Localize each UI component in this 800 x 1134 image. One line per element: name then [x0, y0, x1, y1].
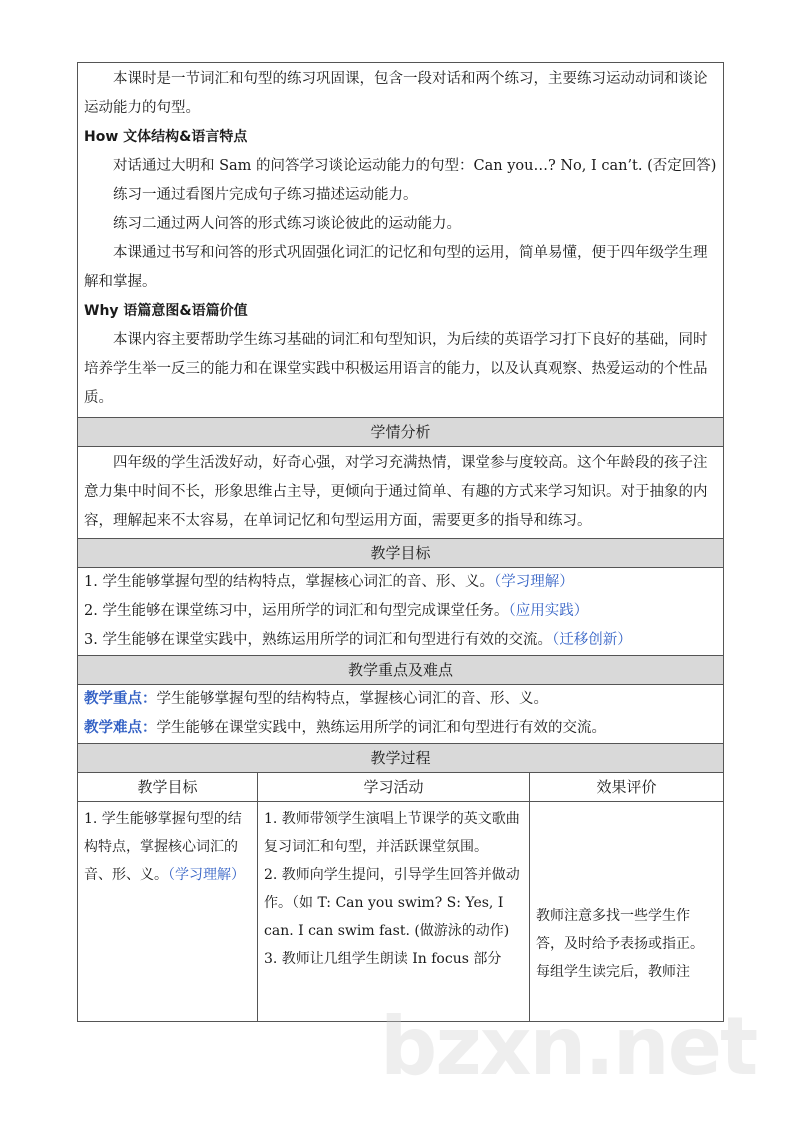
process-goal-text: 1. 学生能够掌握句型的结构特点，掌握核心词汇的音、形、义。 — [84, 811, 242, 883]
activity-item: 3. 教师让几组学生朗读 In focus 部分 — [264, 951, 502, 967]
why-heading: Why 语篇意图&语篇价值 — [84, 303, 248, 319]
how-paragraph-4: 本课通过书写和问答的形式巩固强化词汇的记忆和句型的运用，简单易懂，便于四年级学生理解和掌握。 — [84, 245, 708, 290]
document-page — [77, 62, 723, 1022]
teaching-goals-title: 教学目标 — [78, 539, 724, 568]
key-points-title: 教学重点及难点 — [78, 656, 724, 685]
goal-item: 2. 学生能够在课堂练习中，运用所学的词汇和句型完成课堂任务。（应用实践） — [84, 603, 589, 619]
evaluation-text-1: 教师注意多找一些学生作答，及时给予表扬或指正。 — [536, 908, 704, 952]
process-goal-tag: （学习理解） — [168, 867, 245, 883]
how-paragraph-1: 对话通过大明和 Sam 的问答学习谈论运动能力的句型：Can you…? No, I can’t. (否定回答) — [113, 158, 717, 174]
column-header-activity: 学习活动 — [258, 773, 530, 802]
activity-item: 2. 教师向学生提问，引导学生回答并做动作。（如 T: Can you swim? S: Yes, I can. I can swim fast. (做游泳的动作) — [264, 867, 520, 939]
goal-tag: （学习理解） — [493, 574, 574, 590]
process-goal-cell — [78, 802, 258, 1022]
teaching-goals-cell — [78, 568, 724, 656]
column-header-evaluation: 效果评价 — [530, 773, 724, 802]
watermark: bzxn.net — [380, 1000, 757, 1093]
difficulty-label: 教学难点： — [84, 720, 157, 736]
intro-paragraph: 本课时是一节词汇和句型的练习巩固课，包含一段对话和两个练习，主要练习运动动词和谈论运动能力的句型。 — [84, 71, 708, 116]
difficulty-line: 教学难点：学生能够在课堂实践中，熟练运用所学的词汇和句型进行有效的交流。 — [84, 720, 606, 736]
goal-item: 1. 学生能够掌握句型的结构特点，掌握核心词汇的音、形、义。（学习理解） — [84, 574, 574, 590]
goal-item: 3. 学生能够在课堂实践中，熟练运用所学的词汇和句型进行有效的交流。（迁移创新） — [84, 632, 632, 648]
activity-item: 1. 教师带领学生演唱上节课学的英文歌曲复习词汇和句型，并活跃课堂氛围。 — [264, 811, 520, 855]
text-analysis-cell — [78, 63, 724, 418]
learner-analysis-text: 四年级的学生活泼好动，好奇心强，对学习充满热情，课堂参与度较高。这个年龄段的孩子注意力集中时间不长，形象思维占主导，更倾向于通过简单、有趣的方式来学习知识。对于抽象的内容，理解起来不太容易，在单词记忆和句型运用方面，需要更多的指导和练习。 — [84, 455, 708, 529]
focus-line: 教学重点：学生能够掌握句型的结构特点，掌握核心词汇的音、形、义。 — [84, 691, 548, 707]
learner-analysis-cell — [78, 447, 724, 539]
focus-label: 教学重点： — [84, 691, 157, 707]
process-activity-cell — [258, 802, 530, 1022]
evaluation-text-2: 每组学生读完后，教师注 — [536, 964, 690, 980]
how-paragraph-3: 练习二通过两人问答的形式练习谈论彼此的运动能力。 — [113, 216, 461, 232]
key-points-cell — [78, 685, 724, 744]
goal-tag: （迁移创新） — [551, 632, 632, 648]
how-heading: How 文体结构&语言特点 — [84, 129, 248, 145]
lesson-plan-table — [77, 62, 724, 1022]
why-paragraph: 本课内容主要帮助学生练习基础的词汇和句型知识，为后续的英语学习打下良好的基础，同时培养学生举一反三的能力和在课堂实践中积极运用语言的能力，以及认真观察、热爱运动的个性品质。 — [84, 332, 708, 406]
column-header-goal: 教学目标 — [78, 773, 258, 802]
process-evaluation-cell — [530, 802, 724, 1022]
learner-analysis-title: 学情分析 — [78, 418, 724, 447]
goal-tag: （应用实践） — [508, 603, 589, 619]
process-title: 教学过程 — [78, 744, 724, 773]
how-paragraph-2: 练习一通过看图片完成句子练习描述运动能力。 — [113, 187, 418, 203]
